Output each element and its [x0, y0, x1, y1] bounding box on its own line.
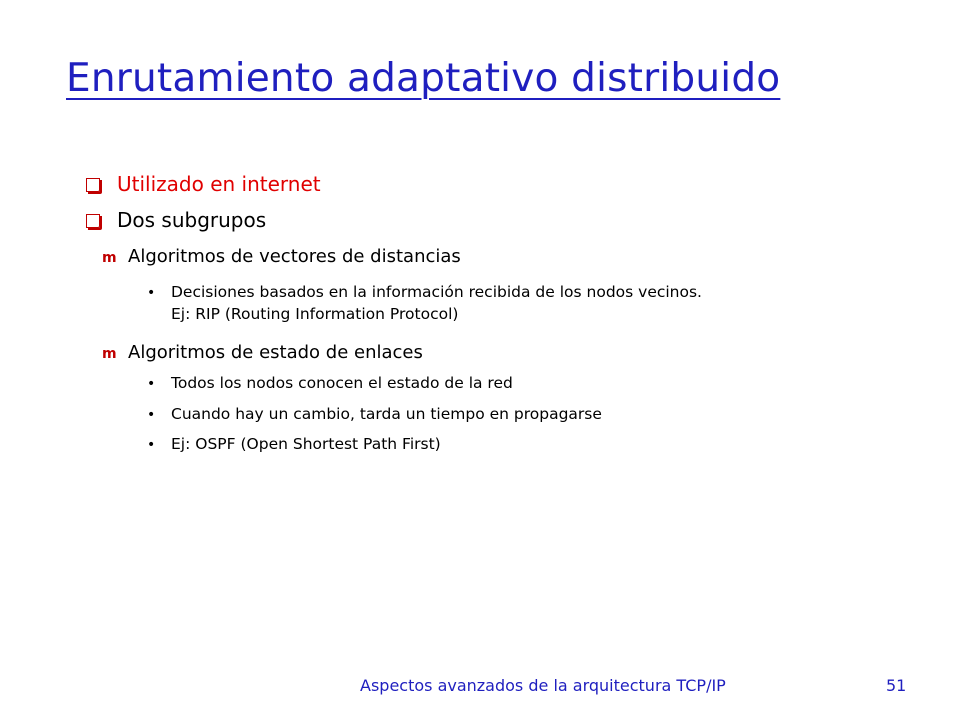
detail-text: Ej: OSPF (Open Shortest Path First) — [171, 435, 441, 453]
m-shape-icon: m — [102, 346, 114, 362]
page-number: 51 — [886, 676, 907, 695]
detail-item — [147, 373, 513, 395]
dot-icon: • — [147, 407, 156, 423]
slide-footer: Aspectos avanzados de la arquitectura TCP/IP — [360, 676, 726, 695]
detail-item — [147, 434, 441, 456]
subbullet-item — [102, 342, 423, 363]
detail-item — [147, 404, 602, 426]
dot-icon: • — [147, 376, 156, 392]
m-shape-icon: m — [102, 250, 114, 266]
detail-text: Ej: RIP (Routing Information Protocol) — [171, 305, 459, 323]
bullet-item — [86, 208, 266, 232]
dot-icon: • — [147, 437, 156, 453]
square-box-icon — [86, 214, 100, 228]
bullet-item — [86, 172, 321, 196]
subbullet-text: Algoritmos de estado de enlaces — [128, 342, 423, 363]
subbullet-text: Algoritmos de vectores de distancias — [128, 246, 461, 267]
detail-text: Cuando hay un cambio, tarda un tiempo en propagarse — [171, 405, 602, 423]
detail-text: Todos los nodos conocen el estado de la red — [171, 374, 513, 392]
subbullet-item — [102, 246, 461, 267]
square-box-icon — [86, 178, 100, 192]
bullet-text: Utilizado en internet — [117, 172, 321, 196]
dot-icon: • — [147, 285, 156, 301]
bullet-text: Dos subgrupos — [117, 208, 267, 232]
slide-title: Enrutamiento adaptativo distribuido — [66, 56, 781, 101]
detail-text: Decisiones basados en la información recibida de los nodos vecinos. — [171, 283, 702, 301]
detail-item — [147, 282, 702, 325]
